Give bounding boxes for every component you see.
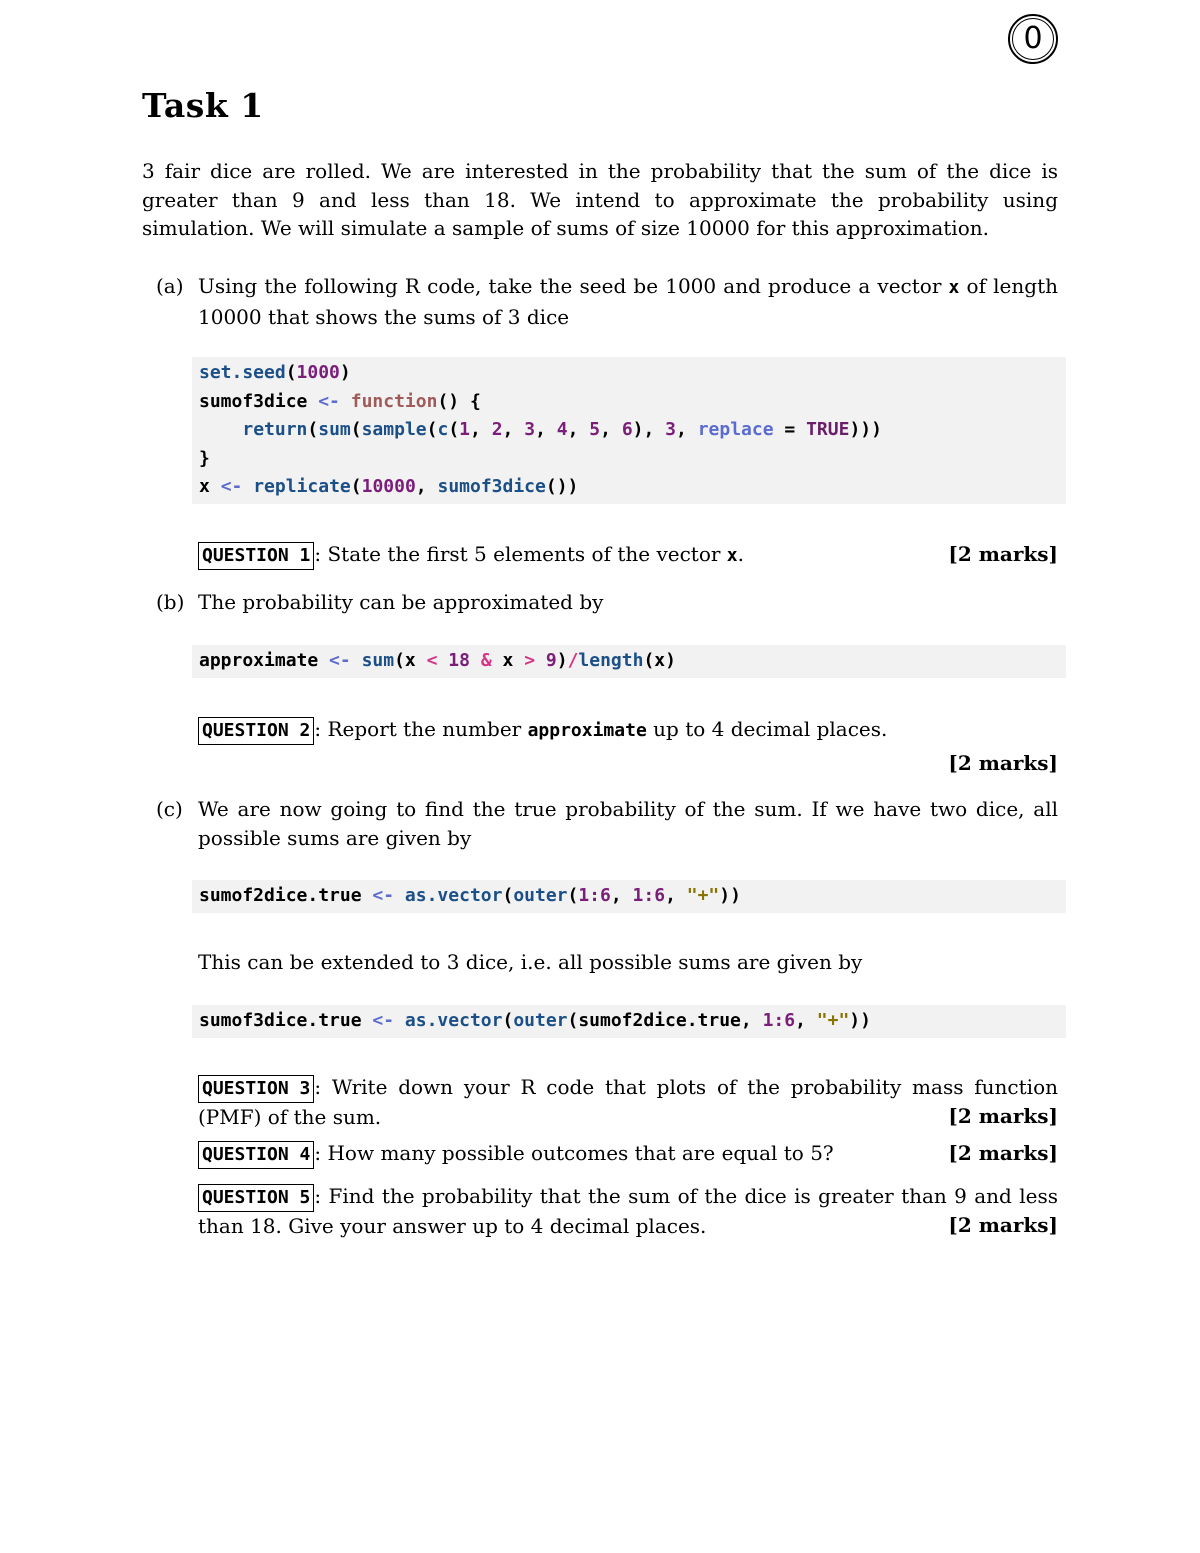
- question-3-label: QUESTION 3: [198, 1075, 314, 1103]
- var-x: x: [948, 277, 960, 298]
- part-c-label: (c): [156, 797, 183, 821]
- part-a-text: Using the following R code, take the seed be 1000 and produce a vector x of length 10000 that shows the sums of 3 dice: [198, 274, 1058, 329]
- page-badge-number: 0: [1012, 18, 1054, 60]
- question-4: QUESTION 4 : How many possible outcomes that are equal to 5? [2 marks]: [198, 1139, 1058, 1169]
- part-c: [142, 795, 1058, 852]
- question-4-marks: [2 marks]: [948, 1141, 1058, 1165]
- question-5: QUESTION 5 : Find the probability that the sum of the dice is greater than 9 and less than 18. Give your answer up to 4 decimal places. [2 marks]: [198, 1184, 1058, 1238]
- question-2-label: QUESTION 2: [198, 717, 314, 745]
- part-c-text: We are now going to find the true probability of the sum. If we have two dice, all possible sums are given by: [198, 797, 1058, 850]
- code-block-c2: [192, 1005, 1066, 1038]
- code-line: approximate <- sum(x < 18 & x > 9)/length(x): [199, 650, 676, 671]
- question-1-label: QUESTION 1: [198, 542, 314, 570]
- code-line: x <- replicate(10000, sumof3dice()): [199, 476, 579, 497]
- question-5-label: QUESTION 5: [198, 1184, 314, 1212]
- part-b-text: The probability can be approximated by: [198, 590, 604, 614]
- question-3-marks: [2 marks]: [948, 1103, 1058, 1128]
- question-1-marks: [2 marks]: [948, 542, 1058, 566]
- var-x: x: [726, 545, 738, 566]
- question-5-marks: [2 marks]: [948, 1212, 1058, 1237]
- intro-paragraph: 3 fair dice are rolled. We are interested in the probability that the sum of the dice is greater than 9 and less than 18. We intend to approximate the probability using simulation. We will simulate a sample of sums of size 10000 for this approximation.: [142, 159, 1058, 240]
- code-block-c1: [192, 880, 1066, 913]
- question-2-marks: [2 marks]: [948, 750, 1058, 775]
- question-1: QUESTION 1 : State the first 5 elements of the vector x. [2 marks]: [198, 540, 1058, 571]
- code-block-b: [192, 645, 1066, 678]
- part-b-label: (b): [156, 590, 185, 614]
- code-line: }: [199, 447, 210, 469]
- page-title: Task 1: [142, 86, 264, 125]
- question-4-label: QUESTION 4: [198, 1141, 314, 1169]
- code-block-a: [192, 357, 1066, 504]
- var-approximate: approximate: [527, 720, 647, 741]
- part-c-extend-text: This can be extended to 3 dice, i.e. all possible sums are given by: [198, 950, 863, 974]
- code-line: sumof2dice.true <- as.vector(outer(1:6, 1:6, "+")): [199, 885, 741, 906]
- page-badge: [1008, 14, 1058, 64]
- code-line: sumof3dice <- function() {: [199, 390, 481, 412]
- question-2: QUESTION 2 : Report the number approximate up to 4 decimal places. [2 marks]: [198, 715, 1058, 777]
- part-b: [142, 588, 1058, 617]
- question-3: QUESTION 3 : Write down your R code that plots of the probability mass function (PMF) of the sum. [2 marks]: [198, 1075, 1058, 1129]
- code-line: return(sum(sample(c(1, 2, 3, 4, 5, 6), 3, replace = TRUE))): [242, 419, 882, 440]
- code-line: set.seed(1000): [199, 362, 351, 383]
- code-line: sumof3dice.true <- as.vector(outer(sumof2dice.true, 1:6, "+")): [199, 1010, 871, 1031]
- part-a-label: (a): [156, 274, 184, 298]
- part-a: [142, 272, 1058, 331]
